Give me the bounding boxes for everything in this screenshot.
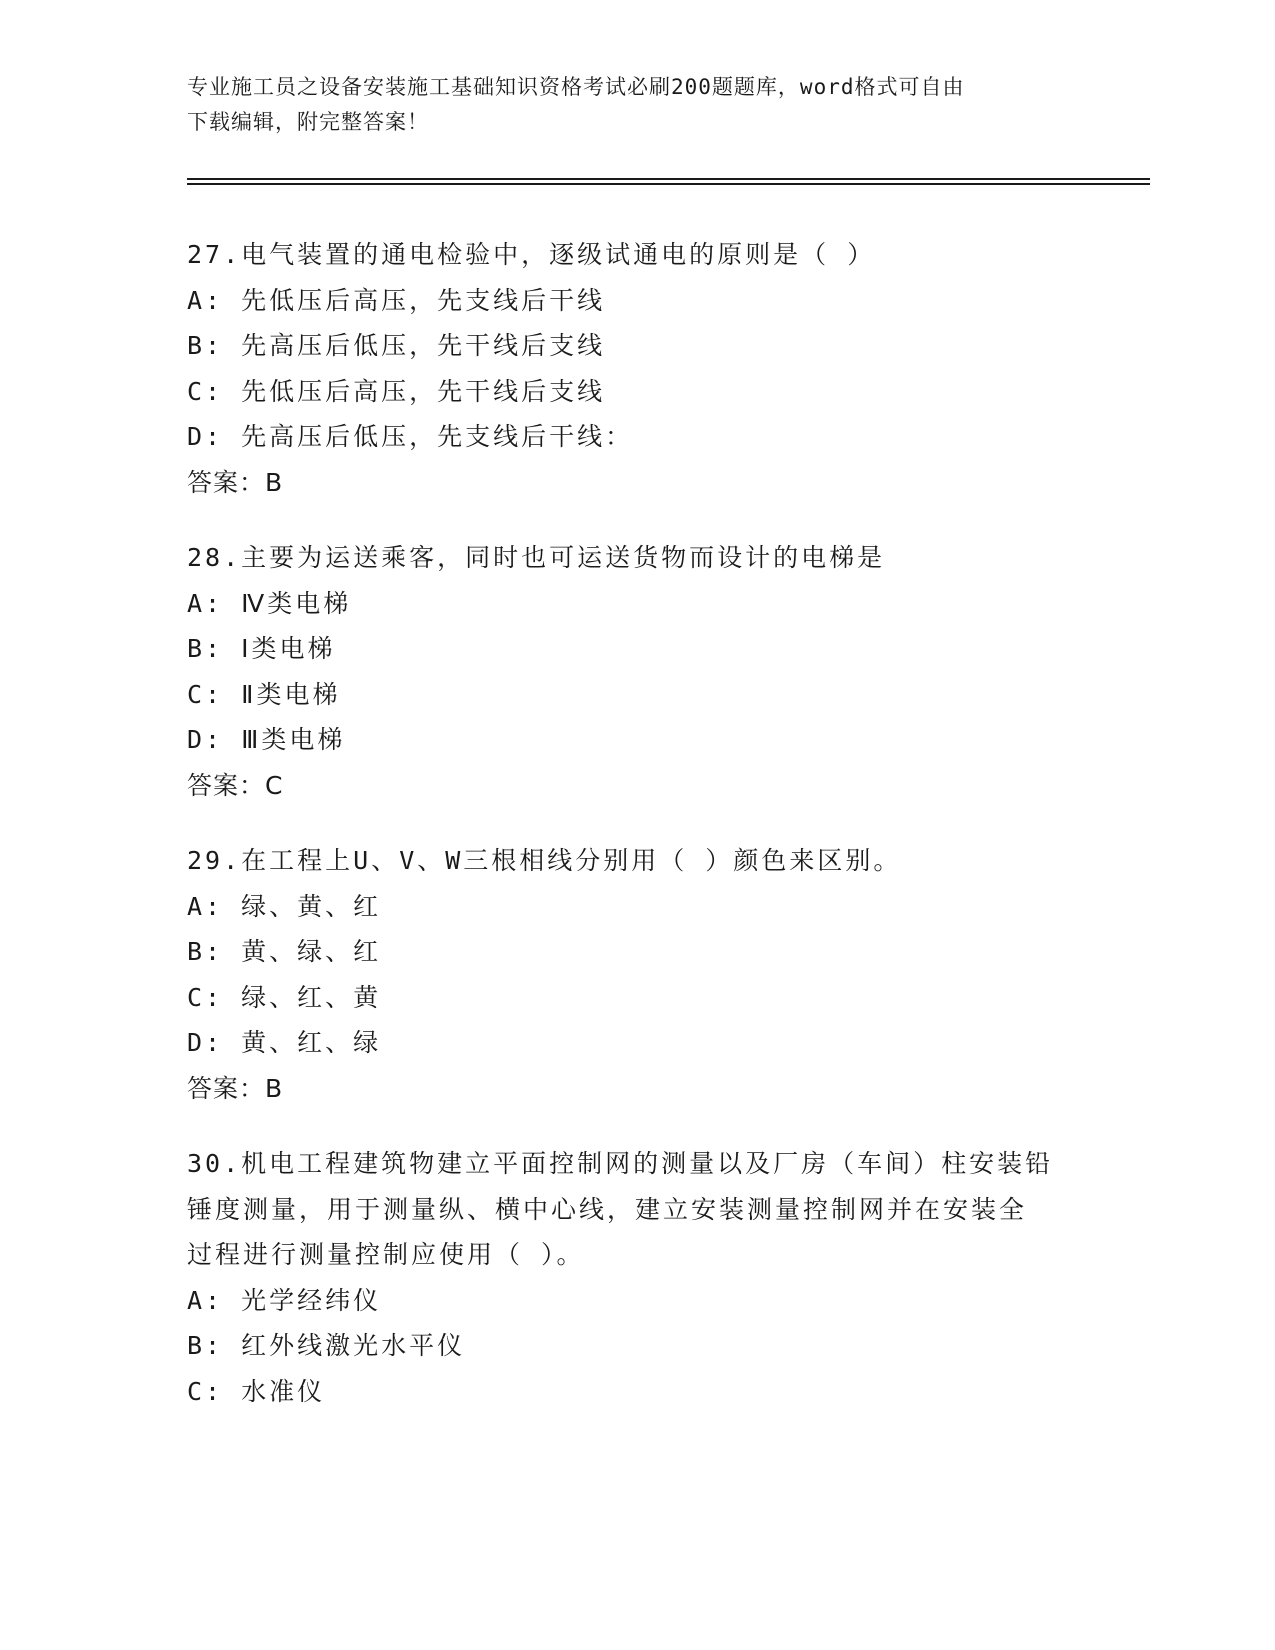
question-28 [187,535,1087,808]
answer-line: 答案：C [187,770,284,800]
option-d: D: 黄、红、绿 [187,1028,382,1057]
option-b: B: 先高压后低压，先干线后支线 [187,331,606,360]
question-stem: 29.在工程上U、V、W三根相线分别用（ ）颜色来区别。 [187,846,902,875]
option-c: C: 绿、红、黄 [187,982,382,1012]
header-line: 下载编辑，附完整答案！ [187,110,429,134]
answer-line: 答案：B [187,1073,284,1103]
question-29 [187,838,1087,1111]
option-b: B: 黄、绿、红 [187,937,382,966]
option-b: B: 红外线激光水平仪 [187,1331,466,1360]
option-a: A: 先低压后高压，先支线后干线 [187,285,606,315]
header-divider-bottom [187,183,1150,185]
option-c: C: 先低压后高压，先干线后支线 [187,376,606,406]
question-stem: 30.机电工程建筑物建立平面控制网的测量以及厂房（车间）柱安装铅 [187,1149,1054,1178]
option-d: D: Ⅲ类电梯 [187,725,346,754]
option-a: A: 绿、黄、红 [187,891,382,921]
question-stem: 27.电气装置的通电检验中，逐级试通电的原则是（ ） [187,240,876,269]
option-d: D: 先高压后低压，先支线后干线： [187,422,634,451]
question-stem: 28.主要为运送乘客，同时也可运送货物而设计的电梯是 [187,543,886,572]
header-line: 专业施工员之设备安装施工基础知识资格考试必刷200题题库，word格式可自由 [187,75,965,99]
header-divider-top [187,178,1150,180]
option-c: C: 水准仪 [187,1376,326,1406]
question-stem: 过程进行测量控制应使用（ ）。 [187,1240,585,1269]
question-27 [187,232,1087,505]
option-c: C: Ⅱ类电梯 [187,679,341,709]
option-a: A: Ⅳ类电梯 [187,588,352,618]
question-list [187,232,1087,1444]
question-30 [187,1141,1087,1414]
option-a: A: 光学经纬仪 [187,1285,382,1315]
document-header [187,70,1087,140]
question-stem: 锤度测量，用于测量纵、横中心线，建立安装测量控制网并在安装全 [187,1194,1028,1224]
answer-line: 答案：B [187,467,284,497]
option-b: B: Ⅰ类电梯 [187,634,336,663]
